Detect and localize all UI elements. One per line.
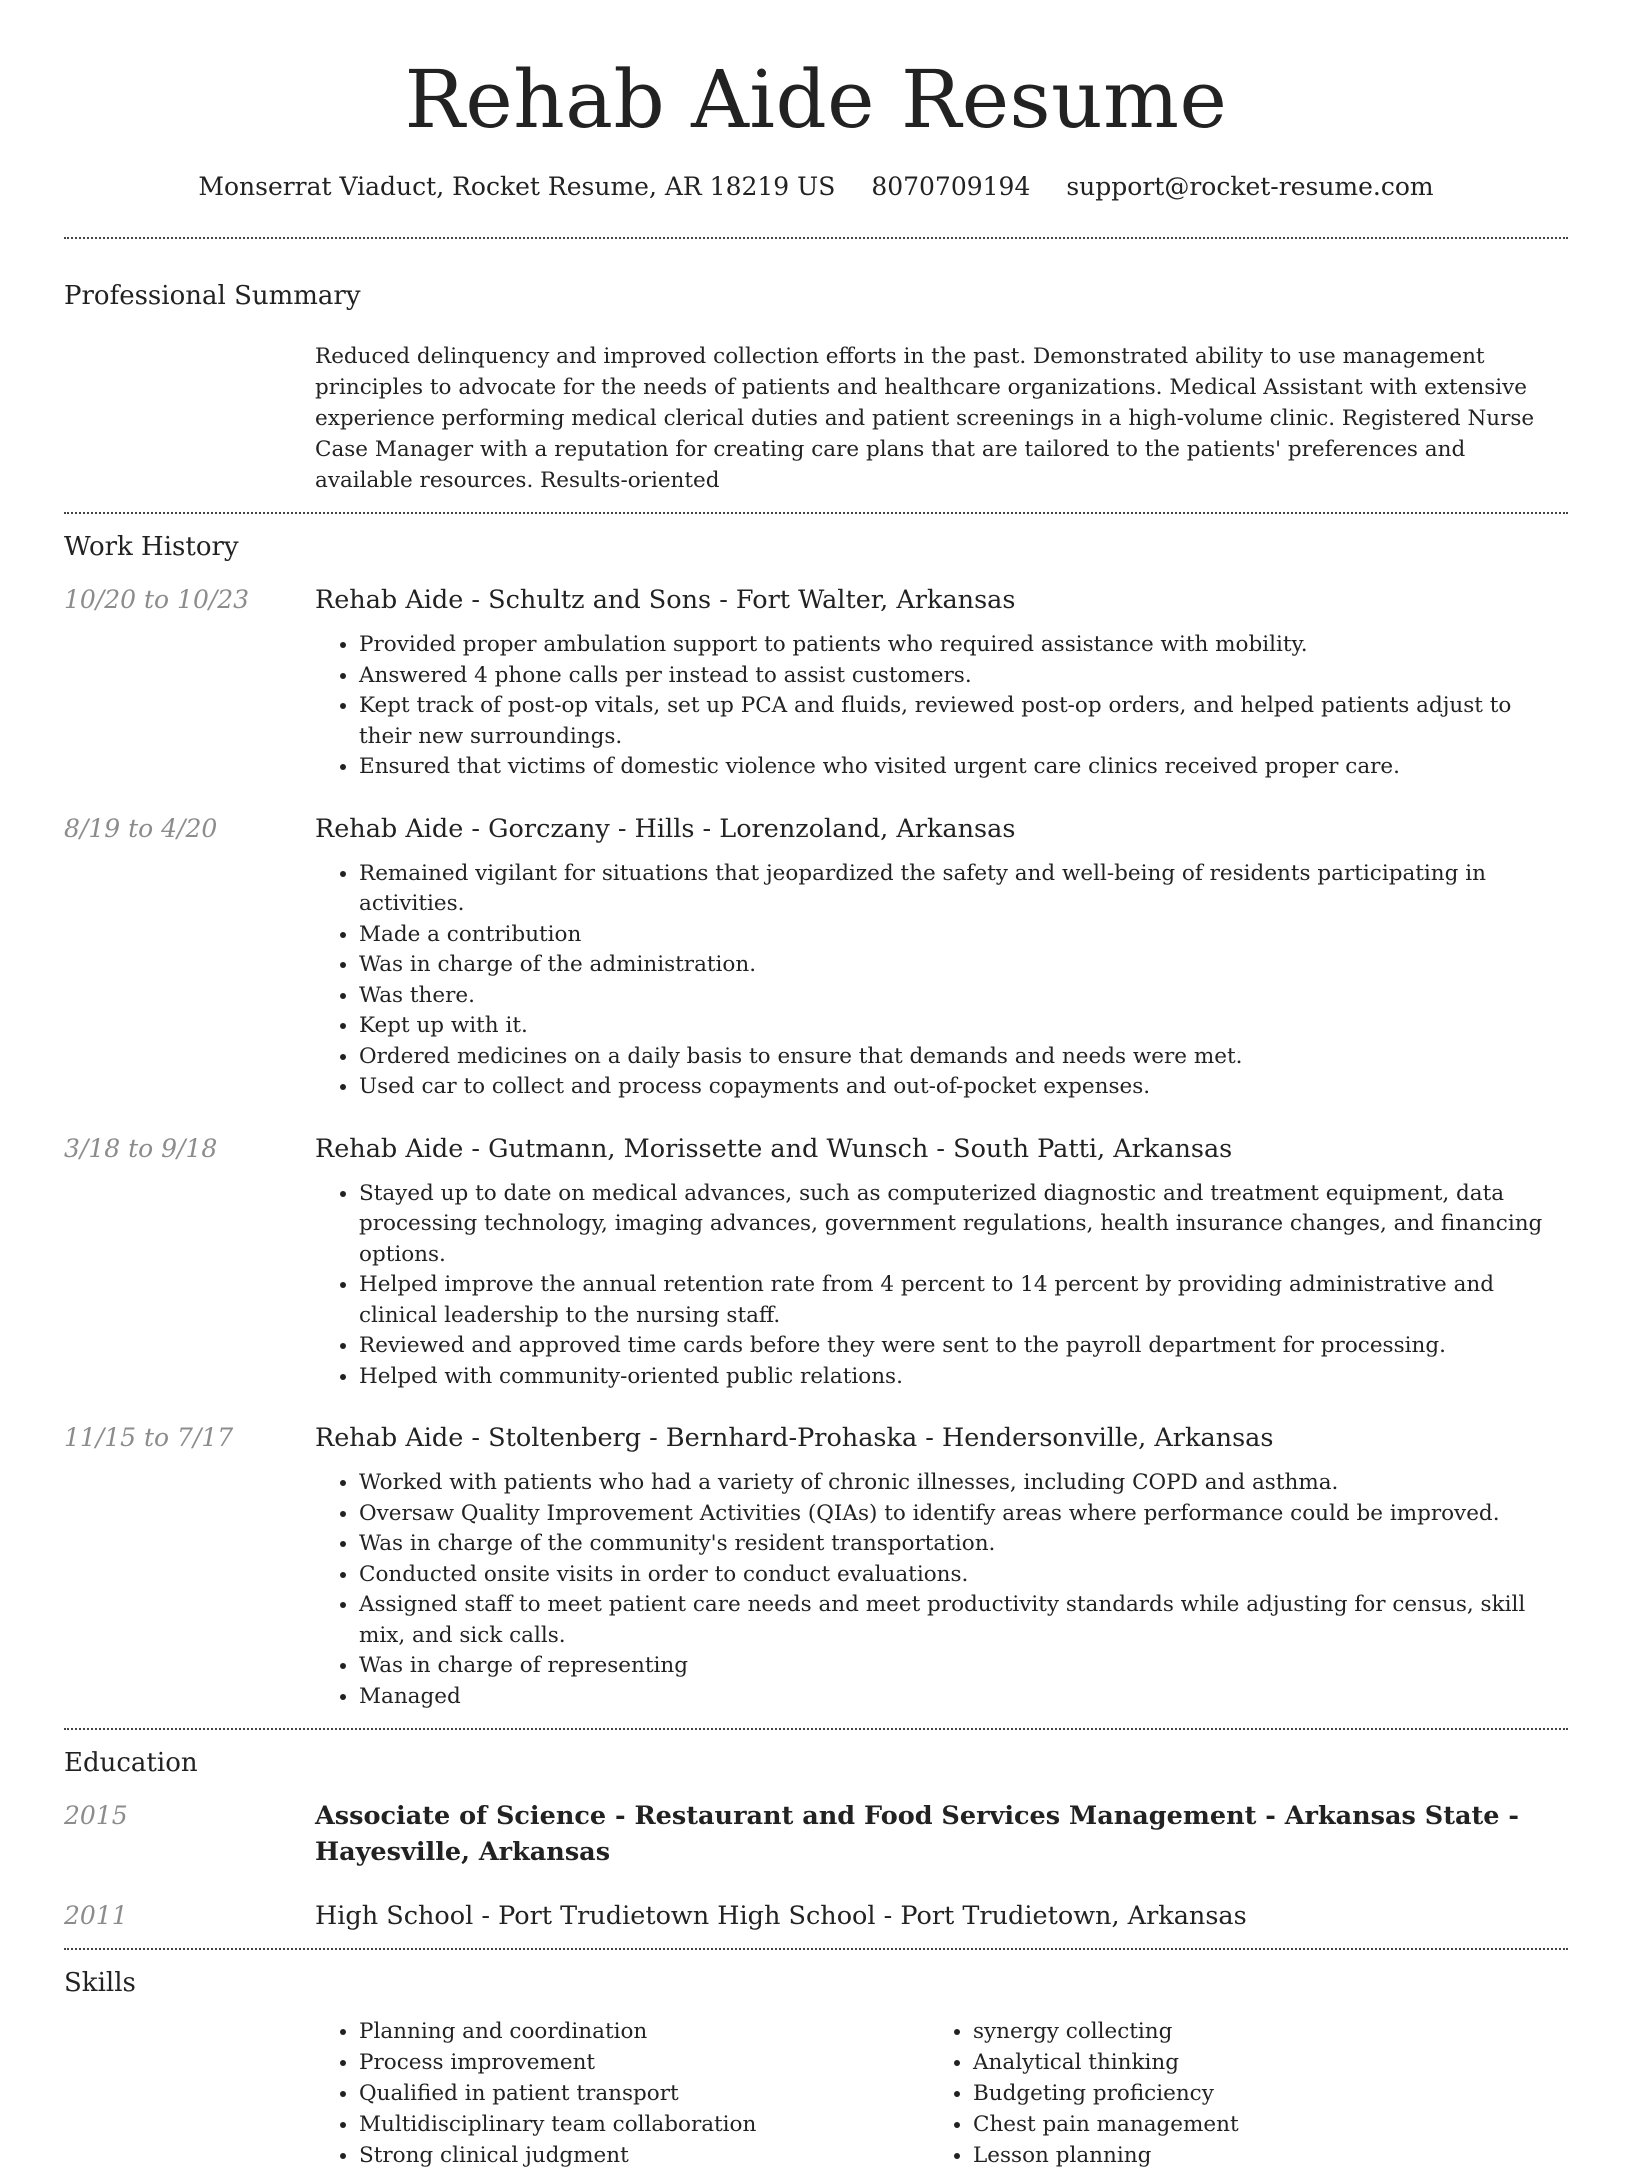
job-bullet: • Ordered medicines on a daily basis to ensure that demands and needs were met. [359,1042,1568,1073]
job-title: Rehab Aide - Stoltenberg - Bernhard-Prohaska - Hendersonville, Arkansas [315,1423,1274,1453]
job-body [315,1131,1568,1393]
job-bullets [315,630,1568,783]
job-bullet: • Answered 4 phone calls per instead to assist customers. [359,661,1568,692]
summary-heading: Professional Summary [64,281,361,311]
job-bullet: • Reviewed and approved time cards before they were sent to the payroll department for processing. [359,1331,1568,1362]
skills-grid [315,2016,1568,2171]
summary-text: Reduced delinquency and improved collection efforts in the past. Demonstrated ability to use management principles to advocate for the needs of patients and healthcare organizations. Medical Assistant with extensive experience performing medical clerical duties and patient screenings in a high-volume clinic. Registered Nurse Case Manager with a reputation for creating care plans that are tailored to the patients' preferences and available resources. Results-oriented [315,344,1535,493]
job-bullet: • Helped with community-oriented public relations. [359,1362,1568,1393]
skill-item: • Process improvement [359,2047,929,2078]
education-date: 2011 [64,1901,128,1930]
job-bullet: • Remained vigilant for situations that jeopardized the safety and well-being of residents participating in activities. [359,859,1568,920]
job-bullet: • Used car to collect and process copayments and out-of-pocket expenses. [359,1072,1568,1103]
job-bullet: • Helped improve the annual retention rate from 4 percent to 14 percent by providing administrative and clinical leadership to the nursing staff. [359,1270,1568,1331]
skill-item: • Multidisciplinary team collaboration [359,2109,929,2140]
contact-line [64,172,1568,201]
job-title: Rehab Aide - Schultz and Sons - Fort Walter, Arkansas [315,585,1016,615]
job-bullet: • Assigned staff to meet patient care needs and meet productivity standards while adjusting for census, skill mix, and sick calls. [359,1590,1568,1651]
job-title: Rehab Aide - Gorczany - Hills - Lorenzoland, Arkansas [315,813,1016,844]
job-bullet: • Managed [359,1682,1568,1713]
job-bullet: • Was in charge of the community's resident transportation. [359,1529,1568,1560]
job-date: 8/19 to 4/20 [64,813,218,843]
job-date: 3/18 to 9/18 [64,1133,218,1163]
job-bullet: • Was in charge of representing [359,1651,1568,1682]
skill-item: • Budgeting proficiency [973,2078,1543,2109]
skill-item: • Lesson planning [973,2140,1543,2171]
job-bullet: • Conducted onsite visits in order to conduct evaluations. [359,1560,1568,1591]
work-history-heading: Work History [64,532,239,562]
job-entry [64,811,1568,1103]
education-heading: Education [64,1748,198,1778]
skill-item: • Strong clinical judgment [359,2140,929,2171]
job-bullets [315,1468,1568,1712]
job-title: Rehab Aide - Gutmann, Morissette and Wunsch - South Patti, Arkansas [315,1133,1233,1164]
job-bullet: • Worked with patients who had a variety of chronic illnesses, including COPD and asthma. [359,1468,1568,1499]
education-entry [64,1798,1568,1870]
job-bullet: • Was there. [359,981,1568,1012]
education-body [315,1798,1568,1870]
education-body [315,1898,1568,1934]
job-date: 10/20 to 10/23 [64,585,250,614]
job-bullets [315,1179,1568,1393]
contact-phone: 8070709194 [871,172,1031,201]
job-bullet: • Was in charge of the administration. [359,950,1568,981]
job-bullet: • Provided proper ambulation support to patients who required assistance with mobility. [359,630,1568,661]
job-entry [64,1420,1568,1712]
skill-item: • Qualified in patient transport [359,2078,929,2109]
job-bullet: • Kept up with it. [359,1011,1568,1042]
job-bullets [315,859,1568,1103]
education-title: Associate of Science - Restaurant and Food Services Management - Arkansas State - Hayesville, Arkansas [315,1801,1519,1867]
skills-heading: Skills [64,1968,136,1998]
skill-item: • synergy collecting [973,2016,1543,2047]
resume-page [64,0,1568,2171]
education-entry [64,1898,1568,1934]
job-bullet: • Ensured that victims of domestic violence who visited urgent care clinics received proper care. [359,752,1568,783]
job-bullet: • Made a contribution [359,920,1568,951]
job-body [315,1420,1568,1712]
job-bullet: • Kept track of post-op vitals, set up PCA and fluids, reviewed post-op orders, and helped patients adjust to their new surroundings. [359,691,1568,752]
job-date: 11/15 to 7/17 [64,1423,234,1452]
job-body [315,582,1568,783]
resume-title: Rehab Aide Resume [404,53,1228,146]
skills-column-right [929,2016,1543,2171]
job-bullet: • Oversaw Quality Improvement Activities (QIAs) to identify areas where performance could be improved. [359,1499,1568,1530]
skill-item: • Planning and coordination [359,2016,929,2047]
job-bullet: • Stayed up to date on medical advances, such as computerized diagnostic and treatment equipment, data processing technology, imaging advances, government regulations, health insurance changes, and financing options. [359,1179,1568,1271]
skills-column-left [315,2016,929,2171]
contact-address: Monserrat Viaduct, Rocket Resume, AR 18219 US [198,172,836,201]
skill-item: • Chest pain management [973,2109,1543,2140]
education-date: 2015 [64,1801,128,1830]
skill-item: • Analytical thinking [973,2047,1543,2078]
job-body [315,811,1568,1103]
education-title: High School - Port Trudietown High School - Port Trudietown, Arkansas [315,1901,1247,1931]
contact-email: support@rocket-resume.com [1066,172,1434,201]
job-entry [64,1131,1568,1393]
job-entry [64,582,1568,783]
